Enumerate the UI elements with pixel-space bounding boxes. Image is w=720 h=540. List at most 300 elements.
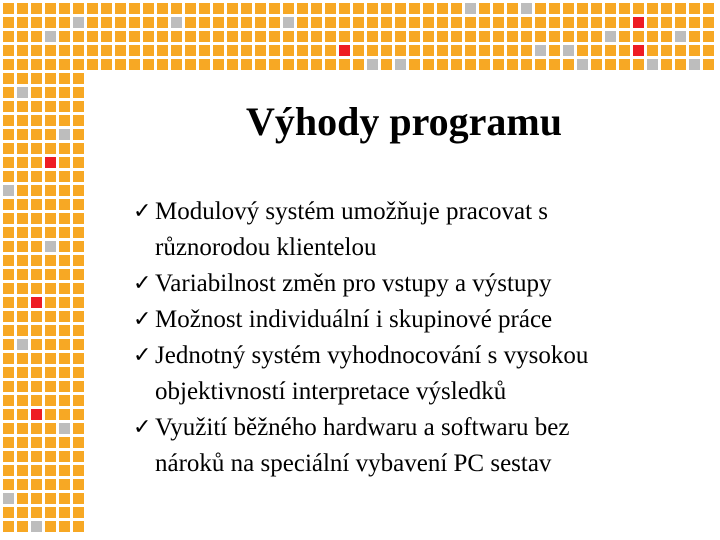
decor-tile	[465, 3, 476, 14]
decor-tile	[437, 3, 448, 14]
decor-tile	[213, 59, 224, 70]
decor-tile	[31, 213, 42, 224]
decor-tile	[115, 45, 126, 56]
decor-tile	[45, 269, 56, 280]
decor-tile	[129, 31, 140, 42]
decor-tile	[633, 17, 644, 28]
decor-tile	[59, 423, 70, 434]
decor-tile	[3, 353, 14, 364]
decor-tile	[3, 45, 14, 56]
decor-tile	[157, 45, 168, 56]
decor-tile	[17, 171, 28, 182]
decor-tile	[297, 17, 308, 28]
decor-tile	[45, 129, 56, 140]
decor-tile	[17, 437, 28, 448]
decor-tile	[45, 479, 56, 490]
decor-tile	[17, 101, 28, 112]
decor-tile	[283, 31, 294, 42]
decor-tile	[143, 31, 154, 42]
decor-tile	[45, 255, 56, 266]
decor-tile	[395, 3, 406, 14]
decor-tile	[17, 381, 28, 392]
decor-tile	[297, 31, 308, 42]
decor-tile	[563, 59, 574, 70]
decor-tile	[521, 17, 532, 28]
decor-tile	[17, 185, 28, 196]
decor-tile	[59, 493, 70, 504]
decor-tile	[507, 3, 518, 14]
decor-tile	[661, 3, 672, 14]
decor-tile	[45, 437, 56, 448]
decor-tile	[605, 59, 616, 70]
check-mark-icon: ✓	[133, 343, 152, 368]
decor-tile	[73, 171, 84, 182]
decor-tile	[45, 311, 56, 322]
decor-tile	[45, 353, 56, 364]
decor-tile	[311, 59, 322, 70]
decor-tile	[423, 59, 434, 70]
decor-tile	[283, 45, 294, 56]
decor-tile	[3, 423, 14, 434]
decor-tile	[465, 31, 476, 42]
decor-tile	[45, 31, 56, 42]
decor-tile	[465, 45, 476, 56]
decor-tile	[633, 59, 644, 70]
decor-tile	[143, 3, 154, 14]
decor-tile	[31, 45, 42, 56]
decor-tile	[549, 45, 560, 56]
decor-tile	[59, 115, 70, 126]
decor-tile	[3, 367, 14, 378]
decor-tile	[3, 325, 14, 336]
decor-tile	[45, 283, 56, 294]
decor-tile	[45, 87, 56, 98]
decor-tile	[31, 283, 42, 294]
decor-tile	[675, 31, 686, 42]
decor-tile	[381, 17, 392, 28]
decor-tile	[45, 227, 56, 238]
decor-tile	[339, 31, 350, 42]
decor-tile	[73, 269, 84, 280]
decor-tile	[73, 507, 84, 518]
decor-tile	[479, 59, 490, 70]
decor-tile	[591, 45, 602, 56]
decor-tile	[185, 3, 196, 14]
decor-tile	[675, 17, 686, 28]
decor-tile	[521, 59, 532, 70]
decor-tile	[353, 17, 364, 28]
decor-tile	[619, 17, 630, 28]
decor-tile	[241, 17, 252, 28]
bullet-item	[133, 410, 693, 482]
decor-tile	[31, 395, 42, 406]
decor-tile	[185, 31, 196, 42]
decor-tile	[45, 213, 56, 224]
decor-tile	[353, 31, 364, 42]
decor-tile	[31, 367, 42, 378]
decor-tile	[269, 59, 280, 70]
decor-tile	[577, 17, 588, 28]
decor-tile	[143, 17, 154, 28]
decor-tile	[45, 115, 56, 126]
decor-tile	[283, 3, 294, 14]
decor-tile	[59, 325, 70, 336]
decor-tile	[73, 227, 84, 238]
bullet-text-continued: různorodou klientelou	[155, 234, 377, 261]
decor-tile	[675, 45, 686, 56]
decor-tile	[17, 353, 28, 364]
decor-tile	[661, 17, 672, 28]
decor-tile	[59, 3, 70, 14]
decor-tile	[73, 465, 84, 476]
decor-tile	[591, 59, 602, 70]
bullet-text-continued: objektivností interpretace výsledků	[155, 378, 507, 405]
decor-tile	[605, 31, 616, 42]
decor-tile	[45, 73, 56, 84]
decor-tile	[689, 31, 700, 42]
decor-tile	[59, 255, 70, 266]
decor-tile	[479, 17, 490, 28]
decor-tile	[563, 3, 574, 14]
decor-tile	[17, 241, 28, 252]
decor-tile	[17, 507, 28, 518]
check-mark-icon: ✓	[133, 199, 152, 224]
decor-tile	[269, 45, 280, 56]
decor-tile	[3, 479, 14, 490]
decor-tile	[17, 227, 28, 238]
decor-tile	[199, 17, 210, 28]
decor-tile	[381, 3, 392, 14]
bullet-item	[133, 266, 693, 302]
decor-tile	[199, 45, 210, 56]
decor-tile	[395, 45, 406, 56]
decor-tile	[31, 297, 42, 308]
decor-tile	[73, 395, 84, 406]
decor-tile	[213, 31, 224, 42]
decor-tile	[325, 17, 336, 28]
decor-tile	[31, 17, 42, 28]
decor-tile	[437, 17, 448, 28]
decor-tile	[255, 17, 266, 28]
bullet-item	[133, 302, 693, 338]
decor-tile	[59, 269, 70, 280]
decor-tile	[409, 3, 420, 14]
decor-tile	[59, 409, 70, 420]
decor-tile	[17, 157, 28, 168]
decor-tile	[3, 101, 14, 112]
decor-tile	[17, 395, 28, 406]
decor-tile	[45, 185, 56, 196]
decor-tile	[563, 45, 574, 56]
decor-tile	[3, 157, 14, 168]
decor-tile	[73, 31, 84, 42]
decor-tile	[619, 59, 630, 70]
decor-tile	[213, 17, 224, 28]
decor-tile	[17, 311, 28, 322]
decor-tile	[45, 3, 56, 14]
decor-tile	[31, 31, 42, 42]
decor-tile	[17, 3, 28, 14]
decor-tile	[423, 45, 434, 56]
decor-tile	[409, 45, 420, 56]
decor-tile	[59, 339, 70, 350]
decor-tile	[703, 3, 714, 14]
decor-tile	[101, 31, 112, 42]
decor-tile	[395, 31, 406, 42]
decor-tile	[549, 17, 560, 28]
decor-tile	[73, 157, 84, 168]
decor-tile	[3, 199, 14, 210]
decor-tile	[59, 311, 70, 322]
decor-tile	[17, 521, 28, 532]
decor-tile	[45, 423, 56, 434]
decor-tile	[73, 423, 84, 434]
decor-tile	[619, 31, 630, 42]
decor-tile	[185, 59, 196, 70]
decor-tile	[59, 465, 70, 476]
decor-tile	[577, 59, 588, 70]
decor-tile	[101, 45, 112, 56]
decor-tile	[17, 59, 28, 70]
decor-tile	[3, 269, 14, 280]
decor-tile	[493, 3, 504, 14]
decor-tile	[3, 115, 14, 126]
decor-tile	[241, 45, 252, 56]
decor-tile	[87, 3, 98, 14]
decor-tile	[31, 143, 42, 154]
decor-tile	[59, 283, 70, 294]
decor-tile	[675, 59, 686, 70]
decor-tile	[325, 59, 336, 70]
decor-tile	[339, 17, 350, 28]
decor-tile	[3, 493, 14, 504]
decor-tile	[3, 171, 14, 182]
decor-tile	[17, 409, 28, 420]
decor-tile	[689, 17, 700, 28]
decor-tile	[703, 31, 714, 42]
decor-tile	[437, 31, 448, 42]
decor-tile	[381, 31, 392, 42]
decor-tile	[353, 59, 364, 70]
decor-tile	[45, 45, 56, 56]
decor-tile	[241, 3, 252, 14]
decor-tile	[59, 101, 70, 112]
decor-tile	[3, 143, 14, 154]
decor-tile	[59, 45, 70, 56]
decor-tile	[3, 73, 14, 84]
decor-tile	[227, 17, 238, 28]
decor-tile	[59, 521, 70, 532]
decor-tile	[59, 227, 70, 238]
decor-tile	[73, 213, 84, 224]
bullet-text: Variabilnost změn pro vstupy a výstupy	[155, 270, 552, 297]
decor-tile	[17, 465, 28, 476]
decor-tile	[59, 297, 70, 308]
decor-tile	[409, 17, 420, 28]
decor-tile	[31, 157, 42, 168]
decor-tile	[59, 17, 70, 28]
decor-tile	[73, 255, 84, 266]
bullet-text-continued: nároků na speciální vybavení PC sestav	[155, 450, 552, 477]
decor-tile	[241, 59, 252, 70]
decor-tile	[45, 409, 56, 420]
decor-tile	[129, 45, 140, 56]
decor-tile	[59, 367, 70, 378]
decor-tile	[45, 101, 56, 112]
decor-tile	[647, 59, 658, 70]
decor-tile	[395, 59, 406, 70]
decor-tile	[73, 115, 84, 126]
decor-tile	[73, 59, 84, 70]
decor-tile	[675, 3, 686, 14]
decor-tile	[3, 129, 14, 140]
decor-tile	[45, 493, 56, 504]
decor-tile	[689, 59, 700, 70]
decor-tile	[661, 45, 672, 56]
decor-tile	[17, 87, 28, 98]
decor-tile	[311, 31, 322, 42]
decor-tile	[45, 59, 56, 70]
decor-tile	[31, 269, 42, 280]
decor-tile	[479, 3, 490, 14]
decor-tile	[17, 283, 28, 294]
decor-tile	[255, 45, 266, 56]
decor-tile	[73, 3, 84, 14]
decor-tile	[535, 3, 546, 14]
decor-tile	[3, 521, 14, 532]
decor-tile	[157, 3, 168, 14]
decor-tile	[59, 171, 70, 182]
decor-tile	[45, 339, 56, 350]
decor-tile	[465, 59, 476, 70]
check-mark-icon: ✓	[133, 271, 152, 296]
decor-tile	[269, 31, 280, 42]
decor-tile	[255, 31, 266, 42]
decor-tile	[31, 115, 42, 126]
decor-tile	[31, 451, 42, 462]
decor-tile	[31, 227, 42, 238]
decor-tile	[409, 31, 420, 42]
decor-tile	[3, 339, 14, 350]
decor-tile	[507, 59, 518, 70]
decor-tile	[283, 17, 294, 28]
decor-tile	[3, 395, 14, 406]
decor-tile	[31, 409, 42, 420]
decor-tile	[199, 31, 210, 42]
decor-tile	[73, 283, 84, 294]
bullet-item	[133, 194, 693, 266]
decor-tile	[129, 17, 140, 28]
decor-tile	[59, 129, 70, 140]
decor-tile	[31, 423, 42, 434]
decor-tile	[157, 59, 168, 70]
decor-tile	[45, 157, 56, 168]
decor-tile	[535, 31, 546, 42]
decor-tile	[73, 143, 84, 154]
decor-tile	[311, 45, 322, 56]
decor-tile	[647, 31, 658, 42]
bullet-text: Modulový systém umožňuje pracovat s	[155, 198, 548, 225]
bullet-item	[133, 338, 693, 410]
decor-tile	[73, 311, 84, 322]
decor-tile	[73, 367, 84, 378]
decor-tile	[689, 45, 700, 56]
decor-tile	[689, 3, 700, 14]
slide-title: Výhody programu	[246, 99, 562, 144]
decor-tile	[479, 31, 490, 42]
decor-tile	[87, 59, 98, 70]
decor-tile	[115, 59, 126, 70]
decor-tile	[73, 73, 84, 84]
decor-tile	[31, 325, 42, 336]
decor-tile	[605, 3, 616, 14]
decor-tile	[3, 437, 14, 448]
decor-tile	[3, 213, 14, 224]
decor-tile	[339, 59, 350, 70]
decor-tile	[31, 311, 42, 322]
decor-tile	[3, 17, 14, 28]
decor-tile	[283, 59, 294, 70]
check-mark-icon: ✓	[133, 415, 152, 440]
decor-tile	[31, 339, 42, 350]
decor-tile	[269, 3, 280, 14]
decor-tile	[17, 269, 28, 280]
decor-tile	[45, 17, 56, 28]
decor-tile	[395, 17, 406, 28]
decor-tile	[73, 17, 84, 28]
decor-tile	[353, 45, 364, 56]
decor-tile	[423, 17, 434, 28]
decor-tile	[703, 59, 714, 70]
decor-tile	[171, 3, 182, 14]
decor-tile	[45, 171, 56, 182]
decor-tile	[73, 129, 84, 140]
decor-tile	[255, 3, 266, 14]
decor-tile	[73, 409, 84, 420]
decor-tile	[633, 45, 644, 56]
decor-tile	[31, 479, 42, 490]
decor-tile	[577, 31, 588, 42]
decor-tile	[507, 17, 518, 28]
decor-tile	[87, 17, 98, 28]
decor-tile	[31, 255, 42, 266]
decor-tile	[59, 157, 70, 168]
decor-tile	[59, 507, 70, 518]
decor-tile	[17, 17, 28, 28]
decor-tile	[227, 31, 238, 42]
decor-tile	[31, 493, 42, 504]
decor-tile	[45, 507, 56, 518]
decor-tile	[73, 339, 84, 350]
decor-tile	[451, 17, 462, 28]
decor-tile	[73, 353, 84, 364]
check-mark-icon: ✓	[133, 307, 152, 332]
decor-tile	[297, 3, 308, 14]
decor-tile	[59, 437, 70, 448]
decor-tile	[17, 199, 28, 210]
decor-tile	[101, 59, 112, 70]
decor-tile	[59, 381, 70, 392]
decor-tile	[45, 143, 56, 154]
decor-tile	[661, 31, 672, 42]
decor-tile	[31, 507, 42, 518]
decor-tile	[437, 59, 448, 70]
decor-tile	[3, 381, 14, 392]
decor-tile	[115, 3, 126, 14]
decor-tile	[619, 3, 630, 14]
decor-tile	[17, 339, 28, 350]
decor-tile	[3, 241, 14, 252]
